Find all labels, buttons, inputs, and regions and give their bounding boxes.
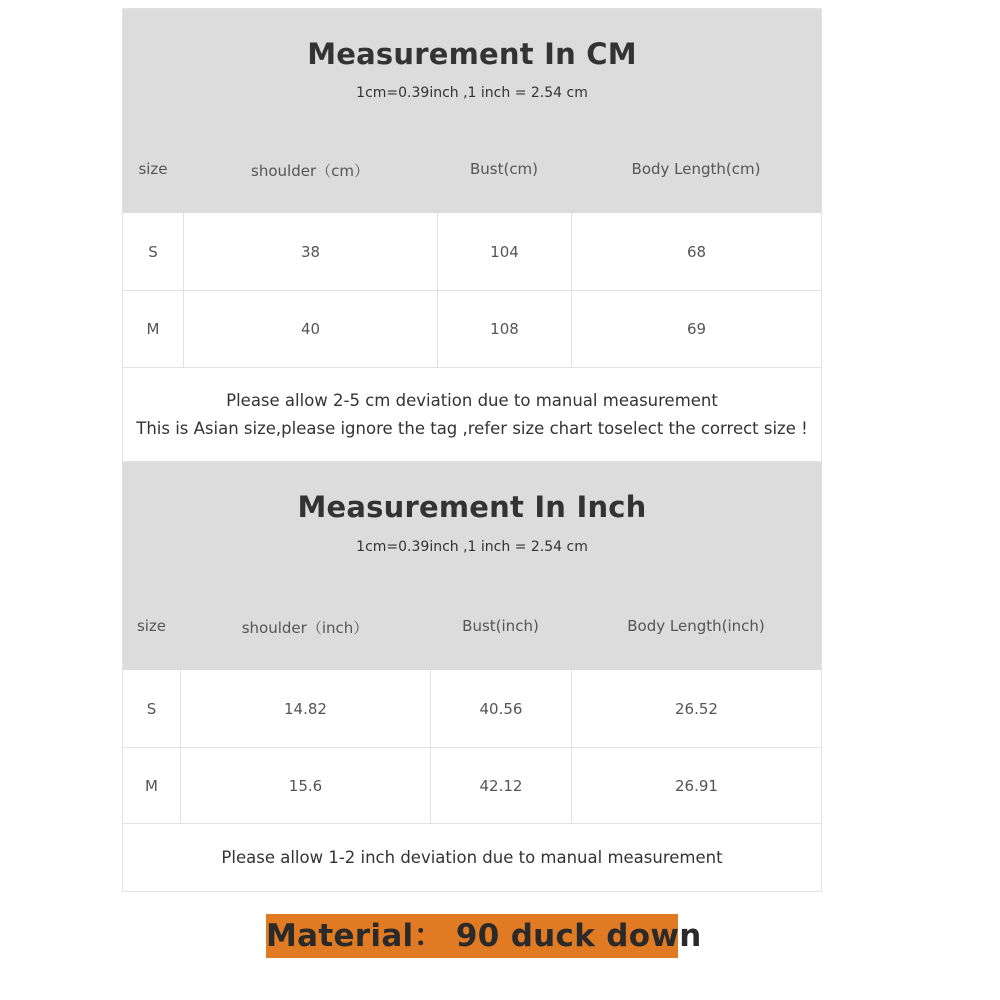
bust-cell: 108	[437, 291, 571, 367]
table-row	[123, 747, 821, 823]
bust-cell: 104	[437, 213, 571, 290]
column-header-bust: Bust(inch)	[462, 617, 539, 635]
asian-size-note-line: This is Asian size,please ignore the tag ,refer size chart toselect the correct size !	[136, 419, 808, 438]
size-cell: M	[146, 320, 160, 338]
column-header-size: size	[138, 160, 168, 178]
table-row	[123, 213, 821, 290]
deviation-note-line: Please allow 1-2 inch deviation due to manual measurement	[221, 848, 723, 867]
column-header-bust: Bust(cm)	[469, 160, 539, 178]
deviation-note-line: Please allow 2-5 cm deviation due to manual measurement	[226, 391, 718, 410]
deviation-note	[123, 823, 821, 891]
chart-header-inch	[123, 462, 821, 670]
size-chart-cm	[122, 8, 822, 462]
body-length-cell: 26.52	[571, 670, 821, 747]
size-cell: M	[145, 776, 158, 795]
material-banner: Material： 90 duck down	[266, 914, 678, 958]
table-row	[123, 290, 821, 367]
chart-title: Measurement In Inch	[297, 490, 647, 524]
column-header-body-length: Body Length(cm)	[631, 160, 761, 178]
size-cell: S	[146, 699, 157, 718]
conversion-note: 1cm=0.39inch ,1 inch = 2.54 cm	[356, 85, 588, 101]
chart-header-cm	[123, 9, 821, 213]
shoulder-cell: 15.6	[180, 748, 430, 823]
shoulder-cell: 40	[183, 291, 437, 367]
size-chart-inch	[122, 462, 822, 892]
column-header-size: size	[136, 617, 167, 635]
body-length-cell: 69	[571, 291, 821, 367]
column-header-shoulder: shoulder（cm）	[251, 162, 369, 180]
chart-title: Measurement In CM	[307, 37, 637, 71]
bust-cell: 40.56	[430, 670, 571, 747]
shoulder-cell: 38	[183, 213, 437, 290]
column-header-shoulder: shoulder（inch）	[241, 619, 369, 637]
column-header-body-length: Body Length(inch)	[627, 617, 765, 635]
size-cell: S	[148, 242, 158, 261]
shoulder-cell: 14.82	[180, 670, 430, 747]
bust-cell: 42.12	[430, 748, 571, 823]
conversion-note: 1cm=0.39inch ,1 inch = 2.54 cm	[356, 539, 588, 555]
deviation-note	[123, 367, 821, 463]
body-length-cell: 68	[571, 213, 821, 290]
table-row	[123, 670, 821, 747]
body-length-cell: 26.91	[571, 748, 821, 823]
